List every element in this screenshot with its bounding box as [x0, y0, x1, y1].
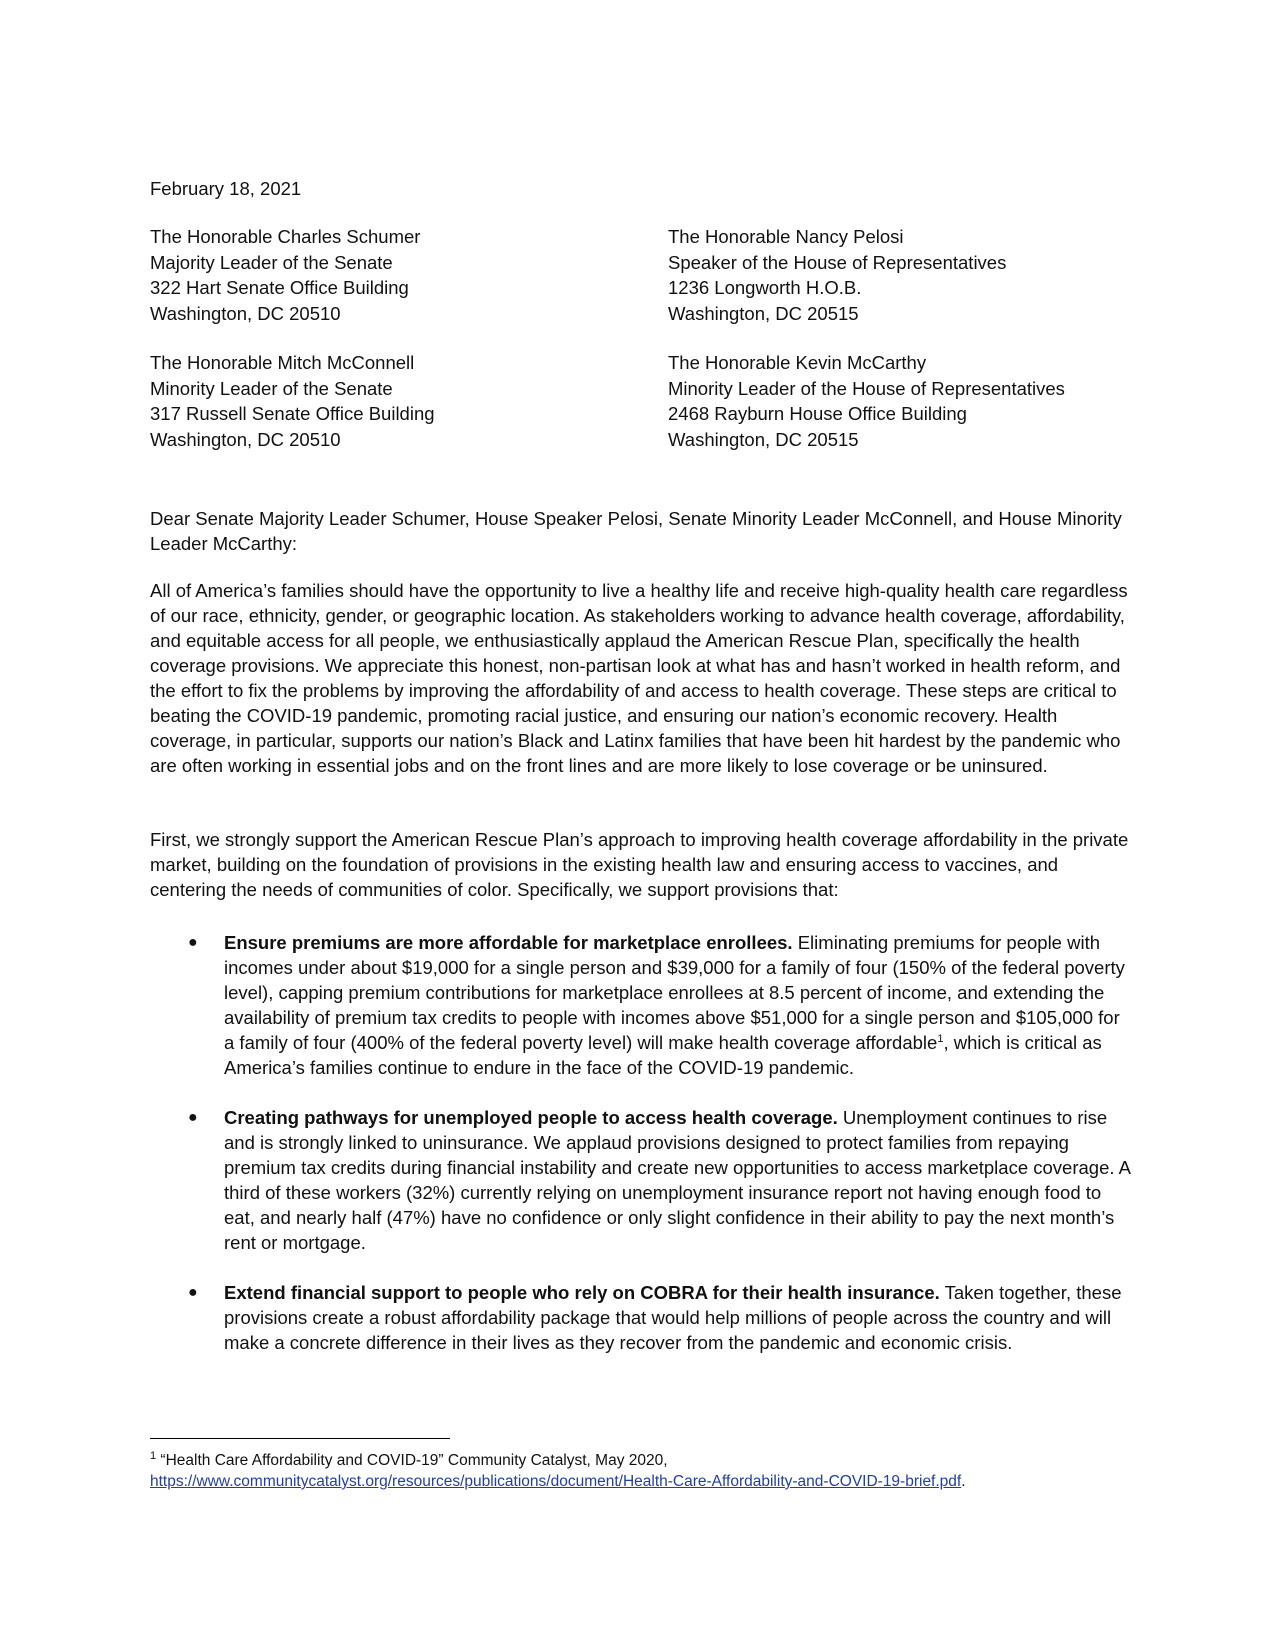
recipient-line: The Honorable Mitch McConnell: [150, 352, 415, 373]
recipient-line: 322 Hart Senate Office Building: [150, 277, 409, 298]
bullet-body: Unemployment continues to rise and is strongly linked to uninsurance. We applaud provisions designed to protect families from repaying premium tax credits during financial instability and create new opportunities to access marketplace coverage. A third of these workers (32%) currently relying on unemployment insurance report not having enough food to eat, and nearly half (47%) have no confidence or only slight confidence in their ability to pay the next month’s rent or mortgage.: [224, 1107, 1130, 1253]
footnote-text: “Health Care Affordability and COVID-19” Community Catalyst, May 2020,: [156, 1452, 668, 1469]
bullet-marker: ●: [188, 1284, 198, 1301]
footnote-ref[interactable]: 1: [937, 1032, 944, 1045]
body-paragraph: First, we strongly support the American Rescue Plan’s approach to improving health coverage affordability in the private market, building on the foundation of provisions in the existing health law and ensuring access to vaccines, and centering the needs of communities of color. Specifically, we support provisions that:: [150, 829, 1129, 900]
list-item: [150, 930, 1135, 1080]
bullet-body: Taken together, these provisions create a robust affordability package that would help millions of people across the country and will make a concrete difference in their lives as they recover from the pandemic and economic crisis.: [224, 1282, 1122, 1353]
footnote-number: 1: [150, 1449, 157, 1462]
salutation: Dear Senate Majority Leader Schumer, House Speaker Pelosi, Senate Minority Leader McConnell, and House Minority Leader McCarthy:: [150, 508, 1122, 554]
recipient-pelosi: [668, 224, 1138, 326]
recipient-line: The Honorable Kevin McCarthy: [668, 352, 927, 373]
recipient-line: Minority Leader of the Senate: [150, 377, 393, 399]
recipient-line: 1236 Longworth H.O.B.: [668, 277, 862, 298]
bullet-marker: ●: [188, 1109, 198, 1126]
recipient-line: Speaker of the House of Representatives: [668, 251, 1007, 273]
recipient-line: The Honorable Nancy Pelosi: [668, 226, 904, 247]
recipient-line: Majority Leader of the Senate: [150, 251, 393, 273]
bullet-body-continued: , which is critical as America’s families continue to endure in the face of the COVID-19 pandemic.: [224, 1032, 1102, 1078]
footnote: [150, 1450, 1150, 1492]
list-item: [150, 1280, 1135, 1355]
bullet-heading: Creating pathways for unemployed people to access health coverage.: [224, 1107, 838, 1128]
bullet-body: Eliminating premiums for people with incomes under about $19,000 for a single person and $39,000 for a family of four (150% of the federal poverty level), capping premium contributions for marketplace enrollees at 8.5 percent of income, and extending the availability of premium tax credits to people with incomes above $51,000 for a single person and $105,000 for a family of four (400% of the federal poverty level) will make health coverage affordable: [224, 932, 1125, 1053]
recipient-line: 2468 Rayburn House Office Building: [668, 403, 967, 424]
recipient-line: Washington, DC 20515: [668, 428, 859, 450]
recipient-line: The Honorable Charles Schumer: [150, 226, 421, 247]
recipient-line: Washington, DC 20510: [150, 428, 341, 450]
bullet-marker: ●: [188, 934, 198, 951]
body-paragraph: All of America’s families should have the opportunity to live a healthy life and receive high-quality health care regardless of our race, ethnicity, gender, or geographic location. As stakeholders working to advance health coverage, affordability, and equitable access for all people, we enthusiastically applaud the American Rescue Plan, specifically the health coverage provisions. We appreciate this honest, non-partisan look at what has and hasn’t worked in health reform, and the effort to fix the problems by improving the affordability of and access to health coverage. These steps are critical to beating the COVID-19 pandemic, promoting racial justice, and ensuring our nation’s economic recovery. Health coverage, in particular, supports our nation’s Black and Latinx families that have been hit hardest by the pandemic who are often working in essential jobs and on the front lines and are more likely to lose coverage or be uninsured.: [150, 580, 1128, 776]
recipient-mcconnell: [150, 350, 620, 452]
footnote-divider: [150, 1438, 450, 1439]
footnote-link[interactable]: https://www.communitycatalyst.org/resources/publications/document/Health-Care-Affordability-and-COVID-19-brief.pdf: [150, 1473, 962, 1490]
letter-date: February 18, 2021: [150, 178, 302, 199]
recipient-schumer: [150, 224, 620, 326]
recipient-line: Washington, DC 20510: [150, 302, 341, 324]
provision-list: [150, 930, 1135, 1380]
footnote-trailing: .: [961, 1473, 966, 1490]
bullet-heading: Ensure premiums are more affordable for marketplace enrollees.: [224, 932, 793, 953]
bullet-heading: Extend financial support to people who rely on COBRA for their health insurance.: [224, 1282, 940, 1303]
recipient-line: Washington, DC 20515: [668, 302, 859, 324]
recipient-line: Minority Leader of the House of Representatives: [668, 377, 1065, 399]
recipient-mccarthy: [668, 350, 1138, 452]
list-item: [150, 1105, 1135, 1255]
recipient-line: 317 Russell Senate Office Building: [150, 403, 435, 424]
